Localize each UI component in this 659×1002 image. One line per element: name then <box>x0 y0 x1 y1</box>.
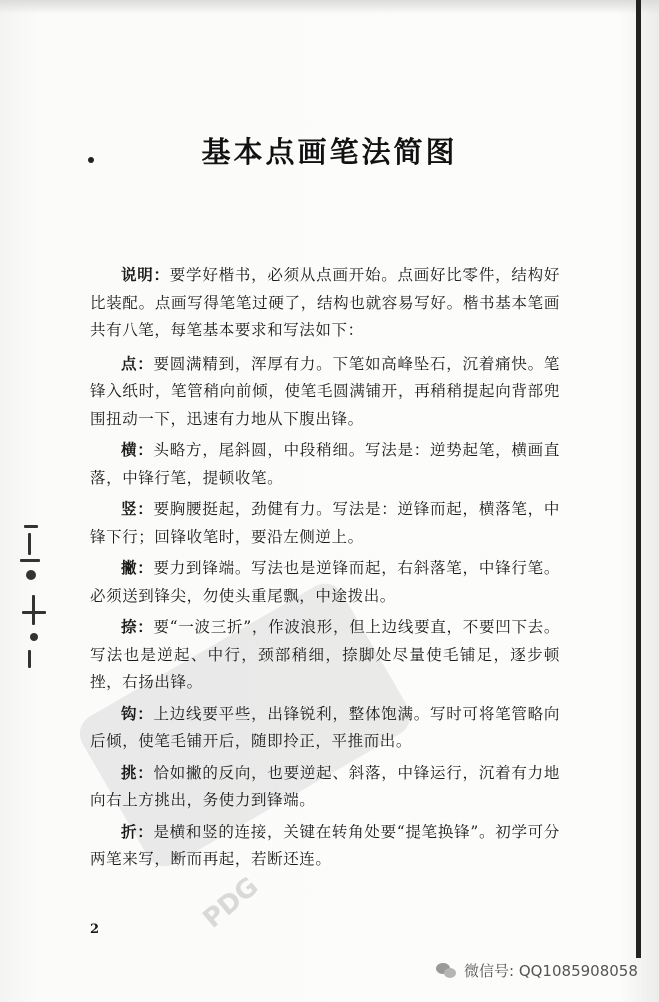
paragraph-text: 要圆满精到，浑厚有力。下笔如高峰坠石，沉着痛快。笔锋入纸时，笔管稍向前倾，使笔毛圆满铺开，再稍稍提起向背部兜围扭动一下，迅速有力地从下腹出锋。 <box>90 354 560 428</box>
paragraph-dot <box>90 351 560 434</box>
paragraph-lead: 钩： <box>121 704 154 723</box>
paragraph-text: 要“一波三折”，作波浪形，但上边线要直，不要凹下去。写法也是逆起、中行，颈部稍细，捺脚处尽量使毛铺足，逐步顿挫，右扬出锋。 <box>90 618 560 691</box>
paragraph-lead: 撇： <box>121 559 154 577</box>
paragraph-lead: 捺： <box>121 618 154 636</box>
wechat-watermark <box>436 960 638 981</box>
paragraph-hook <box>90 701 560 756</box>
paragraph-text: 头略方，尾斜圆，中段稍细。写法是：逆势起笔，横画直落，中锋行笔，提顿收笔。 <box>90 441 560 487</box>
paragraph-lead: 挑： <box>121 763 154 782</box>
page-title: 基本点画笔法简图 <box>201 135 458 169</box>
page-number: 2 <box>90 922 100 937</box>
paragraph-left-falling <box>90 555 560 610</box>
paragraph-intro <box>90 262 560 345</box>
paragraph-horizontal <box>90 437 560 492</box>
left-margin-ink-marks <box>18 515 58 675</box>
paragraph-lead: 说明： <box>121 266 170 284</box>
paragraph-text: 要学好楷书，必须从点画开始。点画好比零件，结构好比装配。点画写得笔笔过硬了，结构也就容易写好。楷书基本笔画共有八笔，每笔基本要求和写法如下： <box>90 266 560 339</box>
paragraph-lead: 折： <box>121 822 154 841</box>
paragraph-text: 恰如撇的反向，也要逆起、斜落，中锋运行，沉着有力地向右上方挑出，务使力到锋端。 <box>90 763 560 809</box>
paragraph-text: 要胸腰挺起，劲健有力。写法是：逆锋而起，横落笔，中锋下行；回锋收笔时，要沿左侧逆上。 <box>90 500 560 546</box>
paragraph-lead: 点： <box>121 354 154 373</box>
paragraph-rising <box>90 760 560 815</box>
wechat-icon <box>436 963 458 979</box>
paragraph-turning <box>90 819 560 874</box>
paragraph-right-falling <box>90 614 560 697</box>
wechat-label: 微信号: QQ1085908058 <box>464 962 638 980</box>
page-top-shadow <box>0 0 659 14</box>
paragraph-text: 是横和竖的连接，关键在转角处要“提笔换锋”。初学可分两笔来写，断而再起，若断还连。 <box>90 822 560 868</box>
paragraph-text: 要力到锋端。写法也是逆锋而起，右斜落笔，中锋行笔。必须送到锋尖，勿使头重尾飘，中途拨出。 <box>90 559 560 605</box>
watermark-text: PDG <box>197 871 265 935</box>
body-text <box>90 262 560 878</box>
paragraph-vertical <box>90 496 560 551</box>
paragraph-lead: 竖： <box>121 500 154 518</box>
paragraph-lead: 横： <box>121 441 154 459</box>
paragraph-text: 上边线要平些，出锋锐利，整体饱满。写时可将笔管略向后倾，使笔毛铺开后，随即拎正，平推而出。 <box>90 704 560 750</box>
